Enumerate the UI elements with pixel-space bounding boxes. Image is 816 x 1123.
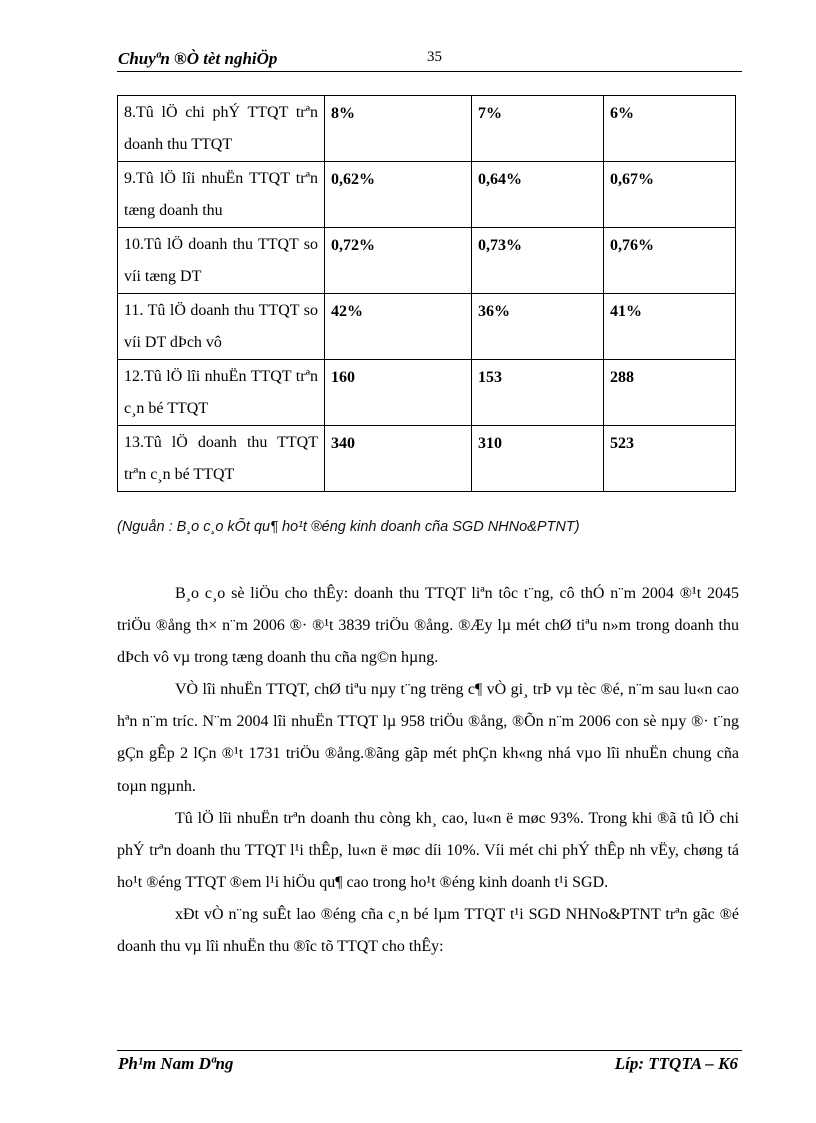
value-cell: 6% xyxy=(604,96,736,162)
body-text xyxy=(117,578,739,963)
paragraph: xÐt vÒ n¨ng suÊt lao ®éng cña c¸n bé lµm TTQT t¹i SGD NHNo&PTNT trªn gãc ®é doanh thu vµ lîi nhuËn thu ®îc tõ TTQT cho thÊy: xyxy=(117,905,739,956)
table-row xyxy=(118,162,736,228)
value-cell: 0,67% xyxy=(604,162,736,228)
value-cell: 523 xyxy=(604,426,736,492)
value-cell: 41% xyxy=(604,294,736,360)
value-cell: 0,73% xyxy=(472,228,604,294)
paragraph: Tû lÖ lîi nhuËn trªn doanh thu còng kh¸ cao, lu«n ë møc 93%. Trong khi ®ã tû lÖ chi phÝ trªn doanh thu TTQT l¹i thÊp, lu«n ë møc díi 10%. Víi mét chi phÝ thÊp nh vËy, chøng tá ho¹t ®éng TTQT ®em l¹i hiÖu qu¶ cao trong ho¹t ®éng kinh doanh t¹i SGD. xyxy=(117,809,739,891)
value-cell: 8% xyxy=(325,96,472,162)
footer-divider xyxy=(117,1050,742,1051)
footer-author: Ph¹m Nam Dªng xyxy=(118,1054,234,1073)
value-cell: 310 xyxy=(472,426,604,492)
value-cell: 340 xyxy=(325,426,472,492)
table-row xyxy=(118,96,736,162)
table-row xyxy=(118,360,736,426)
indicator-table xyxy=(117,95,736,492)
value-cell: 0,64% xyxy=(472,162,604,228)
table-row xyxy=(118,426,736,492)
value-cell: 160 xyxy=(325,360,472,426)
footer-class: Líp: TTQTA – K6 xyxy=(614,1054,738,1073)
row-label: 12.Tû lÖ lîi nhuËn TTQT trªn c¸n bé TTQT xyxy=(118,360,325,426)
value-cell: 153 xyxy=(472,360,604,426)
value-cell: 42% xyxy=(325,294,472,360)
value-cell: 288 xyxy=(604,360,736,426)
row-label: 13.Tû lÖ doanh thu TTQT trªn c¸n bé TTQT xyxy=(118,426,325,492)
value-cell: 7% xyxy=(472,96,604,162)
header-divider xyxy=(117,71,742,72)
value-cell: 0,72% xyxy=(325,228,472,294)
row-label: 8.Tû lÖ chi phÝ TTQT trªn doanh thu TTQT xyxy=(118,96,325,162)
value-cell: 0,76% xyxy=(604,228,736,294)
table-row xyxy=(118,228,736,294)
source-note: (Nguån : B¸o c¸o kÕt qu¶ ho¹t ®éng kinh doanh cña SGD NHNo&PTNT) xyxy=(117,519,580,535)
paragraph: B¸o c¸o sè liÖu cho thÊy: doanh thu TTQT liªn tôc t¨ng, cô thÓ n¨m 2004 ®¹t 2045 triÖu ®ång th× n¨m 2006 ®· ®¹t 3839 triÖu ®ång. ®Æy lµ mét chØ tiªu n»m trong doanh thu dÞch vô vµ trong tæng doanh thu cña ng©n hµng. xyxy=(117,585,739,667)
row-label: 10.Tû lÖ doanh thu TTQT so víi tæng DT xyxy=(118,228,325,294)
row-label: 9.Tû lÖ lîi nhuËn TTQT trªn tæng doanh thu xyxy=(118,162,325,228)
page-number: 35 xyxy=(427,49,442,65)
paragraph: VÒ lîi nhuËn TTQT, chØ tiªu nµy t¨ng trëng c¶ vÒ gi¸ trÞ vµ tèc ®é, n¨m sau lu«n cao hªn n¨m tríc. N¨m 2004 lîi nhuËn TTQT lµ 958 triÖu ®ång, ®Õn n¨m 2006 con sè nµy ®· t¨ng gÇn gÊp 2 lÇn ®¹t 1731 triÖu ®ång.®ãng gãp mét phÇn kh«ng nhá vµo lîi nhuËn chung cña toµn ngµnh. xyxy=(117,681,739,795)
header-title: Chuyªn ®Ò tèt nghiÖp xyxy=(118,49,278,68)
row-label: 11. Tû lÖ doanh thu TTQT so víi DT dÞch vô xyxy=(118,294,325,360)
table-row xyxy=(118,294,736,360)
value-cell: 36% xyxy=(472,294,604,360)
value-cell: 0,62% xyxy=(325,162,472,228)
